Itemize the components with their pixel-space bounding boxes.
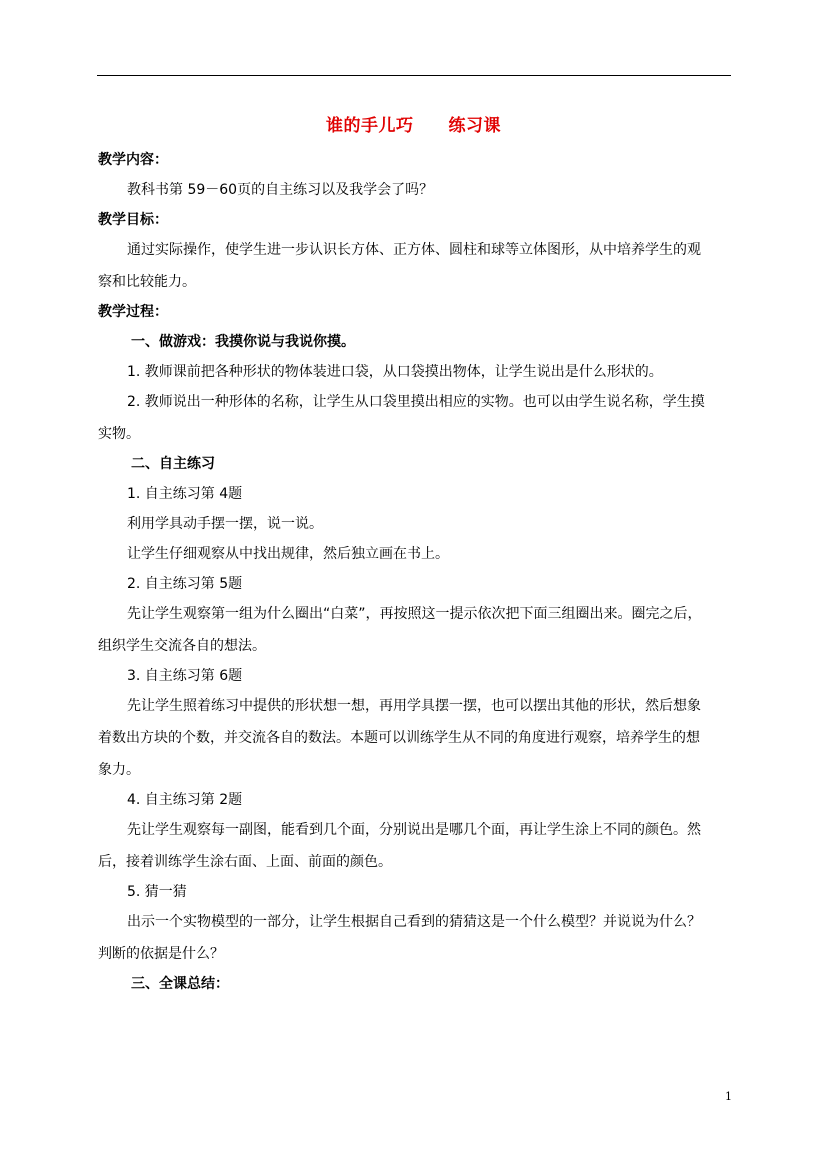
exercise-5-title: 2. 自主练习第 5题 <box>127 576 243 592</box>
section-1-item-2-line-1: 2. 教师说出一种形体的名称，让学生从口袋里摸出相应的实物。也可以由学生说名称，学生摸 <box>127 394 705 410</box>
section-1-heading: 一、做游戏：我摸你说与我说你摸。 <box>131 334 355 350</box>
goal-line-1: 通过实际操作，使学生进一步认识长方体、正方体、圆柱和球等立体图形，从中培养学生的观 <box>127 242 701 258</box>
exercise-2-line-2: 后，接着训练学生涂右面、上面、前面的颜色。 <box>98 854 392 870</box>
goal-line-2: 察和比较能力。 <box>98 274 196 290</box>
content-heading: 教学内容： <box>98 152 168 168</box>
exercise-4-text-2: 让学生仔细观察从中找出规律，然后独立画在书上。 <box>127 546 449 562</box>
exercise-6-line-1: 先让学生照着练习中提供的形状想一想，再用学具摆一摆，也可以摆出其他的形状，然后想象 <box>127 698 701 714</box>
exercise-6-text <box>98 691 734 785</box>
exercise-4-text-1: 利用学具动手摆一摆，说一说。 <box>127 516 323 532</box>
section-1-item-2-line-2: 实物。 <box>98 426 140 442</box>
goal-paragraph <box>98 235 734 297</box>
exercise-5-text <box>98 599 734 661</box>
page-number: 1 <box>725 1090 732 1103</box>
section-1-item-1: 1. 教师课前把各种形状的物体装进口袋，从口袋摸出物体，让学生说出是什么形状的。 <box>127 364 663 380</box>
exercise-6-title: 3. 自主练习第 6题 <box>127 668 243 684</box>
exercise-2-text <box>98 815 734 877</box>
header-rule <box>97 75 731 76</box>
exercise-6-line-2: 着数出方块的个数，并交流各自的数法。本题可以训练学生从不同的角度进行观察，培养学生的想 <box>98 730 700 746</box>
section-2-heading: 二、自主练习 <box>131 456 215 472</box>
section-3-heading: 三、全课总结： <box>131 976 229 992</box>
guess-text <box>98 907 734 969</box>
exercise-6-line-3: 象力。 <box>98 762 140 778</box>
guess-title: 5. 猜一猜 <box>127 884 187 900</box>
process-heading: 教学过程： <box>98 304 168 320</box>
exercise-2-title: 4. 自主练习第 2题 <box>127 792 243 808</box>
guess-line-2: 判断的依据是什么？ <box>98 946 224 962</box>
exercise-2-line-1: 先让学生观察每一副图，能看到几个面，分别说出是哪几个面，再让学生涂上不同的颜色。然 <box>127 822 701 838</box>
document-body <box>98 145 734 999</box>
exercise-4-title: 1. 自主练习第 4题 <box>127 486 243 502</box>
guess-line-1: 出示一个实物模型的一部分，让学生根据自己看到的猜猜这是一个什么模型？并说说为什么？ <box>127 914 701 930</box>
goal-heading: 教学目标： <box>98 212 168 228</box>
lesson-title: 谁的手儿巧 练习课 <box>326 116 501 136</box>
section-1-item-2 <box>98 387 734 449</box>
exercise-5-line-2: 组织学生交流各自的想法。 <box>98 638 266 654</box>
content-text: 教科书第 59－60页的自主练习以及我学会了吗？ <box>127 182 434 198</box>
exercise-5-line-1: 先让学生观察第一组为什么圈出“白菜”，再按照这一提示依次把下面三组圈出来。圈完之后， <box>127 606 702 622</box>
